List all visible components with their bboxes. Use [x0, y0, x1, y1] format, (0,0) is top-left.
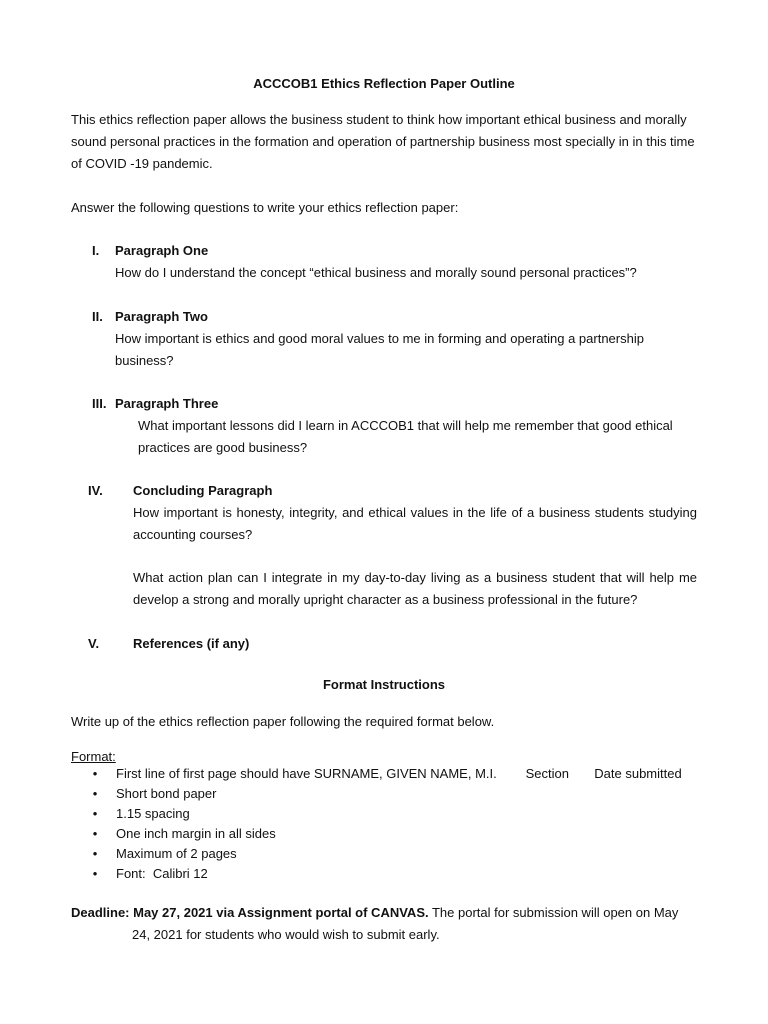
section-heading: Paragraph Three	[115, 396, 219, 411]
bullet-icon: •	[92, 806, 98, 821]
section-heading: References (if any)	[133, 636, 250, 651]
section-numeral: II.	[92, 309, 103, 324]
document-title: ACCCOB1 Ethics Reflection Paper Outline	[253, 76, 515, 91]
list-item	[90, 844, 682, 864]
instruction-paragraph: Answer the following questions to write your ethics reflection paper:	[71, 200, 459, 215]
deadline-rest: The portal for submission will open on May	[428, 905, 679, 920]
section-question: What important lessons did I learn in ACCCOB1 that will help me remember that good ethical practices are good business?	[138, 418, 673, 455]
section-heading: Paragraph Two	[115, 309, 208, 324]
section-question: What action plan can I integrate in my day-to-day living as a business student that will help me develop a strong and morally upright character as a business professional in the future?	[133, 570, 697, 607]
bullet-icon: •	[92, 766, 98, 781]
bullet-icon: •	[92, 786, 98, 801]
list-item	[90, 864, 682, 884]
format-instructions-heading: Format Instructions	[322, 677, 446, 692]
deadline-continuation: 24, 2021 for students who would wish to submit early.	[132, 927, 440, 942]
list-item-text: First line of first page should have SURNAME, GIVEN NAME, M.I. Section Date submitted	[116, 766, 682, 781]
section-question: How do I understand the concept “ethical business and morally sound personal practices”?	[115, 265, 637, 280]
deadline-bold: Deadline: May 27, 2021 via Assignment portal of CANVAS.	[71, 905, 429, 920]
list-item-text: Maximum of 2 pages	[116, 846, 237, 861]
section-heading: Concluding Paragraph	[133, 483, 273, 498]
list-item	[90, 804, 682, 824]
format-list	[90, 764, 682, 884]
intro-paragraph: This ethics reflection paper allows the business student to think how important ethical business and morally sound personal practices in the formation and operation of partnership business most specially in in this time of COVID -19 pandemic.	[71, 112, 695, 171]
list-item-text: Short bond paper	[116, 786, 217, 801]
bullet-icon: •	[92, 826, 98, 841]
list-item	[90, 764, 682, 784]
section-numeral: V.	[88, 636, 100, 651]
section-question: How important is honesty, integrity, and ethical values in the life of a business students studying accounting courses?	[133, 505, 697, 542]
list-item-text: Font: Calibri 12	[116, 866, 208, 881]
section-heading: Paragraph One	[115, 243, 209, 258]
section-numeral: I.	[92, 243, 100, 258]
list-item-text: One inch margin in all sides	[116, 826, 276, 841]
list-item-text: 1.15 spacing	[116, 806, 190, 821]
section-question: How important is ethics and good moral values to me in forming and operating a partnership business?	[115, 331, 644, 368]
list-item	[90, 784, 682, 804]
section-numeral: IV.	[88, 483, 103, 498]
format-intro: Write up of the ethics reflection paper following the required format below.	[71, 714, 495, 729]
list-item	[90, 824, 682, 844]
deadline-paragraph	[71, 902, 701, 946]
bullet-icon: •	[92, 846, 98, 861]
format-label: Format:	[71, 749, 116, 764]
section-numeral: III.	[92, 396, 107, 411]
bullet-icon: •	[92, 866, 98, 881]
